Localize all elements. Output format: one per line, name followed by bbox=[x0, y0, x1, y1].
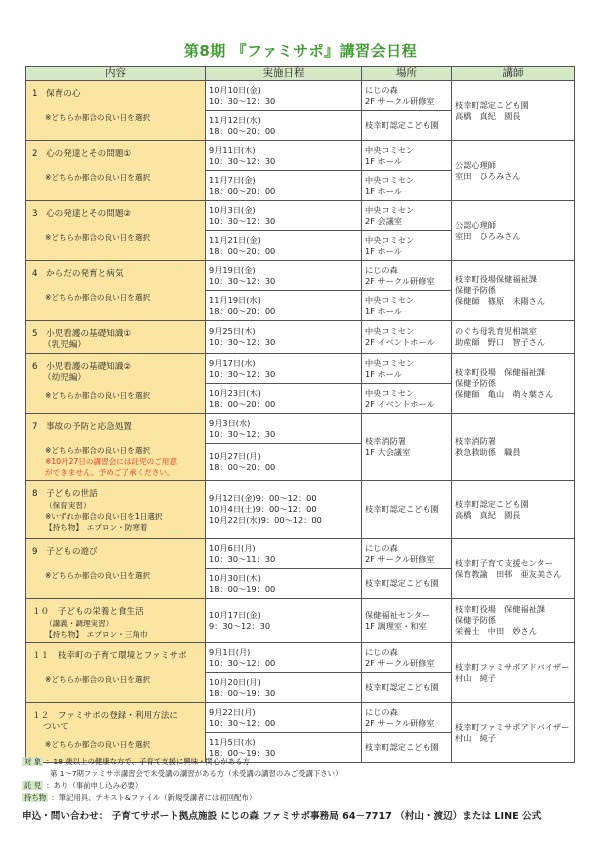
lecturer bbox=[452, 354, 575, 414]
lecturer-line: 枝幸町子育て支援センター bbox=[455, 557, 553, 568]
session-place bbox=[362, 384, 452, 414]
time: 18：00～20：00 bbox=[209, 305, 276, 316]
course-heading bbox=[32, 149, 201, 160]
course-sub: 【持ち物】 エプロン・防寒着 bbox=[45, 523, 148, 532]
course-title: 保育の心 bbox=[46, 89, 81, 99]
place-room: 1F ホール bbox=[365, 368, 402, 379]
table-row bbox=[26, 539, 575, 569]
session-place bbox=[362, 569, 452, 599]
place-room: 2F サークル研修室 bbox=[365, 275, 435, 286]
course-title: 小児看護の基礎知識① bbox=[46, 329, 132, 339]
lecturer-line: 保健予防係 bbox=[455, 615, 496, 625]
course-content bbox=[26, 414, 206, 481]
target-label: 対 象 bbox=[24, 757, 42, 766]
place: にじの森 bbox=[365, 706, 398, 717]
lecturer bbox=[452, 201, 575, 261]
session-date bbox=[206, 81, 362, 111]
course-sub: （講義・調理実習） bbox=[45, 619, 114, 628]
session-place bbox=[362, 673, 452, 703]
schedule-table bbox=[25, 66, 575, 763]
course-content bbox=[26, 141, 206, 201]
table-row bbox=[26, 481, 575, 539]
date: 11月5日(水) bbox=[209, 736, 256, 747]
course-heading bbox=[32, 607, 201, 618]
lecturer-line: 村山 純子 bbox=[455, 672, 496, 683]
session-date bbox=[206, 539, 362, 569]
table-row bbox=[26, 414, 575, 444]
place: 保健福祉センター bbox=[365, 609, 431, 620]
session-date bbox=[206, 643, 362, 673]
session-date bbox=[206, 569, 362, 599]
date: 11月7日(金) bbox=[209, 174, 256, 185]
date: 9月17日(水) bbox=[209, 357, 256, 368]
time: 18：00～20：00 bbox=[209, 185, 276, 196]
date: 9月19日(金) bbox=[209, 264, 256, 275]
select-note: ※どちらか都合の良い日を選択 bbox=[45, 391, 151, 400]
time: 10：30～12：30 bbox=[209, 155, 276, 166]
place-room: 2F サークル研修室 bbox=[365, 657, 435, 668]
place-room: 1F 調理室・和室 bbox=[365, 620, 427, 631]
date: 9月11日(木) bbox=[209, 144, 256, 155]
lecturer-line: 枝幸町認定こども園 bbox=[455, 99, 529, 110]
place-room: 1F ホール bbox=[365, 155, 402, 166]
lecturer bbox=[452, 414, 575, 481]
time: 10：30～12：30 bbox=[209, 275, 276, 286]
place: 枝幸町認定こども園 bbox=[365, 682, 439, 692]
date: 10月6日(月) bbox=[209, 542, 256, 553]
course-title: 事故の予防と応急処置 bbox=[46, 422, 133, 432]
session-date bbox=[206, 171, 362, 201]
session-date bbox=[206, 201, 362, 231]
date: 9月22日(月) bbox=[209, 706, 256, 717]
footer-target-2: 第 1～7期ファミサポ講習会で未受講の講習がある方（未受講の講習のみご受講下さい） bbox=[50, 769, 343, 778]
place: 中央コミセン bbox=[365, 357, 415, 368]
footer-childcare bbox=[22, 780, 142, 791]
time: 10：30～12：30 bbox=[209, 95, 276, 106]
session-date bbox=[206, 291, 362, 321]
date: 11月21日(金) bbox=[209, 234, 261, 245]
table-row bbox=[26, 321, 575, 354]
course-title: 心の発達とその問題① bbox=[46, 149, 132, 159]
session-place bbox=[362, 539, 452, 569]
place-room: 2F イベントホール bbox=[365, 398, 435, 409]
contact-info: 申込・問い合わせ： 子育てサポート拠点施設 にじの森 ファミサポ事務局 64－7717 （村山・渡辺）または LINE 公式 bbox=[22, 811, 542, 822]
place: 中央コミセン bbox=[365, 326, 415, 336]
column-header-schedule: 実施日程 bbox=[206, 67, 362, 81]
table-row bbox=[26, 643, 575, 673]
session-place bbox=[362, 414, 452, 481]
course-heading bbox=[32, 711, 201, 722]
place-room: 1F ホール bbox=[365, 185, 402, 196]
time: 18：00～20：00 bbox=[209, 398, 276, 409]
date: 9月3日(水) bbox=[209, 417, 251, 428]
session-place bbox=[362, 141, 452, 171]
session-date bbox=[206, 444, 362, 481]
time: 10：30～12：00 bbox=[209, 657, 276, 668]
course-title: 心の発達とその問題② bbox=[46, 209, 132, 219]
date: 10月17日(金) bbox=[209, 609, 261, 620]
place: 中央コミセン bbox=[365, 144, 415, 155]
lecturer bbox=[452, 261, 575, 321]
select-note: ※どちらか都合の良い日を選択 bbox=[45, 173, 151, 182]
place: にじの森 bbox=[365, 646, 398, 657]
session-place bbox=[362, 703, 452, 733]
place-room: 2F サークル研修室 bbox=[365, 553, 435, 564]
course-heading bbox=[32, 547, 201, 558]
table-row bbox=[26, 599, 575, 643]
date: 10月3日(金) bbox=[209, 204, 256, 215]
session-place bbox=[362, 261, 452, 291]
lecturer bbox=[452, 481, 575, 539]
course-number: １２ bbox=[32, 711, 50, 721]
course-number: 8 bbox=[32, 489, 38, 499]
lecturer-line: 保健師 篠原 未陽さん bbox=[455, 296, 546, 306]
place-room: 2F 会議室 bbox=[365, 215, 403, 226]
course-title: 枝幸町の子育て環境とファミサポ bbox=[57, 651, 187, 661]
date: 10月20日(月) bbox=[209, 676, 261, 687]
table-row bbox=[26, 354, 575, 384]
time: 10：30～12：30 bbox=[209, 215, 276, 226]
time: 10：30～12：00 bbox=[209, 717, 276, 728]
time: 18：00～20：00 bbox=[209, 462, 276, 473]
select-note: ※どちらか都合の良い日を選択 bbox=[45, 233, 151, 242]
session-date bbox=[206, 261, 362, 291]
date: 10月10日(金) bbox=[209, 84, 261, 95]
time: 10：30～12：30 bbox=[209, 428, 276, 439]
course-content bbox=[26, 703, 206, 763]
table-row bbox=[26, 81, 575, 111]
lecturer bbox=[452, 643, 575, 703]
time: 18：00～20：00 bbox=[209, 125, 276, 136]
lecturer-line: のぐち母乳育児相談室 bbox=[455, 326, 537, 336]
lecturer bbox=[452, 539, 575, 599]
lecturer-line: 公認心理師 bbox=[455, 159, 496, 170]
place-room: 2F サークル研修室 bbox=[365, 95, 435, 106]
time: 9：30～12：30 bbox=[209, 620, 271, 631]
lecturer-line: 保健予防係 bbox=[455, 285, 496, 295]
session-place bbox=[362, 643, 452, 673]
table-header-row bbox=[26, 67, 575, 81]
lecturer-line: 保健師 亀山 萌々葉さん bbox=[455, 389, 554, 399]
time: 18：00～19：00 bbox=[209, 583, 276, 594]
session-place bbox=[362, 354, 452, 384]
place: 枝幸町認定こども園 bbox=[365, 120, 439, 130]
date-time: 10月4日(土)9：00～12：00 bbox=[209, 504, 317, 514]
course-content bbox=[26, 354, 206, 414]
place: 枝幸町認定こども園 bbox=[365, 742, 439, 752]
session-date bbox=[206, 231, 362, 261]
place-room: 1F 大会議室 bbox=[365, 447, 411, 457]
course-sub: （保育実習） bbox=[45, 501, 91, 510]
session-date bbox=[206, 414, 362, 444]
course-number: 3 bbox=[32, 209, 38, 219]
lecturer-line: 保育教諭 田邨 亜友美さん bbox=[455, 568, 562, 579]
lecturer-line: 救急救助係 職員 bbox=[455, 447, 521, 457]
target-text: ：18 歳以上の健康な方で、子育て支援に興味・関心がある方 bbox=[46, 757, 250, 766]
date: 9月25日(木) bbox=[209, 326, 256, 336]
lecturer-line: 枝幸消防署 bbox=[455, 436, 496, 446]
lecturer-line: 枝幸町ファミサポアドバイザー bbox=[455, 721, 570, 732]
course-title-cont: （乳児編） bbox=[43, 340, 86, 350]
course-content bbox=[26, 261, 206, 321]
lecturer-line: 枝幸町役場 保健福祉課 bbox=[455, 367, 546, 377]
course-number: 2 bbox=[32, 149, 38, 159]
course-sub: ※いずれか都合の良い日を1日選択 bbox=[45, 512, 163, 521]
date-time: 9月12日(金)9：00～12：00 bbox=[209, 493, 317, 503]
course-title: 小児看護の基礎知識② bbox=[46, 362, 132, 372]
course-heading bbox=[32, 362, 201, 373]
table-row bbox=[26, 261, 575, 291]
session-date bbox=[206, 599, 362, 643]
course-number: 1 bbox=[32, 89, 38, 99]
session-date bbox=[206, 141, 362, 171]
lecturer-line: 高橋 真紀 園長 bbox=[455, 509, 521, 520]
course-title: 子どもの世話 bbox=[46, 489, 98, 499]
course-number: 7 bbox=[32, 422, 38, 432]
place: 中央コミセン bbox=[365, 234, 415, 245]
session-place bbox=[362, 231, 452, 261]
place: 中央コミセン bbox=[365, 204, 415, 215]
course-heading bbox=[32, 209, 201, 220]
course-number: 6 bbox=[32, 362, 38, 372]
childcare-label: 託 児 bbox=[24, 781, 42, 790]
column-header-place: 場所 bbox=[362, 67, 452, 81]
place: 枝幸町認定こども園 bbox=[365, 504, 439, 514]
date: 10月27日(月) bbox=[209, 451, 261, 462]
time: 18：00～19：30 bbox=[209, 687, 276, 698]
lecturer-line: 枝幸町認定こども園 bbox=[455, 498, 529, 509]
place-room: 1F ホール bbox=[365, 245, 402, 256]
column-header-lecturer: 講師 bbox=[452, 67, 575, 81]
place-room: 2F イベントホール bbox=[365, 337, 435, 347]
session-place bbox=[362, 111, 452, 141]
session-date bbox=[206, 703, 362, 733]
course-number: １１ bbox=[32, 651, 50, 661]
date: 10月23日(木) bbox=[209, 387, 261, 398]
date: 11月12日(水) bbox=[209, 114, 261, 125]
course-sub: 【持ち物】 エプロン・三角巾 bbox=[45, 630, 148, 639]
lecturer-line: 室田 ひろみさん bbox=[455, 170, 521, 181]
course-content bbox=[26, 321, 206, 354]
lecturer-line: 枝幸町役場保健福祉課 bbox=[455, 274, 537, 284]
session-date bbox=[206, 384, 362, 414]
session-place bbox=[362, 81, 452, 111]
lecturer-line: 枝幸町役場 保健福祉課 bbox=[455, 604, 546, 614]
time: 18：00～19：30 bbox=[209, 747, 276, 758]
footer-target bbox=[22, 756, 250, 767]
place-room: 2F サークル研修室 bbox=[365, 717, 435, 728]
session-date bbox=[206, 673, 362, 703]
time: 10：30～12：30 bbox=[209, 337, 276, 347]
course-number: 9 bbox=[32, 547, 38, 557]
session-place bbox=[362, 599, 452, 643]
course-title: 子どもの栄養と食生活 bbox=[57, 607, 144, 617]
column-header-content: 内容 bbox=[26, 67, 206, 81]
course-title-cont: （幼児編） bbox=[43, 373, 86, 383]
course-title: 子どもの遊び bbox=[46, 547, 98, 557]
table-row bbox=[26, 201, 575, 231]
select-note: ※どちらか都合の良い日を選択 bbox=[45, 113, 151, 122]
course-title: ファミサポの登録・利用方法に bbox=[57, 711, 178, 721]
lecturer-line: 高橋 真紀 園長 bbox=[455, 110, 521, 121]
select-note: ※どちらか都合の良い日を選択 bbox=[45, 740, 151, 749]
place: 枝幸消防署 bbox=[365, 436, 406, 446]
place-room: 1F ホール bbox=[365, 305, 402, 316]
session-dates bbox=[206, 481, 362, 539]
course-title: からだの発育と病気 bbox=[46, 269, 124, 279]
course-number: 5 bbox=[32, 329, 38, 339]
lecturer-line: 保健予防係 bbox=[455, 378, 496, 388]
session-place bbox=[362, 321, 452, 354]
lecturer-line: 栄養士 中田 妙さん bbox=[455, 626, 537, 636]
footer-items bbox=[22, 792, 256, 803]
course-content bbox=[26, 539, 206, 599]
lecturer bbox=[452, 599, 575, 643]
lecturer bbox=[452, 141, 575, 201]
course-content bbox=[26, 643, 206, 703]
course-number: 4 bbox=[32, 269, 38, 279]
lecturer-line: 村山 純子 bbox=[455, 732, 496, 743]
date-time: 10月22日(水)9：00～12：00 bbox=[209, 515, 322, 525]
course-heading bbox=[32, 651, 201, 662]
course-heading bbox=[32, 489, 201, 500]
session-place bbox=[362, 171, 452, 201]
session-date bbox=[206, 111, 362, 141]
select-note: ※どちらか都合の良い日を選択 bbox=[45, 446, 151, 455]
course-content bbox=[26, 481, 206, 539]
place: 枝幸町認定こども園 bbox=[365, 578, 439, 588]
table-row bbox=[26, 703, 575, 733]
session-date bbox=[206, 354, 362, 384]
select-note: ※どちらか都合の良い日を選択 bbox=[45, 571, 151, 580]
lecturer-line: 室田 ひろみさん bbox=[455, 230, 521, 241]
place: にじの森 bbox=[365, 264, 398, 275]
childcare-warning: ※10月27日の講習会には託児のご用意 bbox=[45, 457, 177, 466]
time: 10：30～11：30 bbox=[209, 553, 276, 564]
course-content bbox=[26, 81, 206, 141]
place: にじの森 bbox=[365, 84, 398, 95]
course-heading bbox=[32, 422, 201, 433]
page-title: 第8期 『ファミサポ』講習会日程 bbox=[183, 42, 418, 60]
select-note: ※どちらか都合の良い日を選択 bbox=[45, 293, 151, 302]
session-place bbox=[362, 481, 452, 539]
place: 中央コミセン bbox=[365, 294, 415, 305]
lecturer bbox=[452, 703, 575, 763]
date: 9月1日(月) bbox=[209, 646, 251, 657]
session-place bbox=[362, 291, 452, 321]
session-place bbox=[362, 733, 452, 763]
items-text: ：筆記用具、テキスト&ファイル（新規受講者には初回配布） bbox=[51, 793, 257, 802]
session-place bbox=[362, 201, 452, 231]
items-label: 持ち物 bbox=[24, 793, 47, 802]
course-heading bbox=[32, 329, 201, 340]
childcare-warning: ができません。予めご了承ください。 bbox=[45, 468, 175, 477]
course-heading bbox=[32, 89, 201, 100]
lecturer-line: 公認心理師 bbox=[455, 219, 496, 230]
time: 18：00～20：00 bbox=[209, 245, 276, 256]
course-number: １０ bbox=[32, 607, 50, 617]
place: 中央コミセン bbox=[365, 174, 415, 185]
time: 10：30～12：30 bbox=[209, 368, 276, 379]
lecturer bbox=[452, 81, 575, 141]
lecturer-line: 枝幸町ファミサポアドバイザー bbox=[455, 661, 570, 672]
session-date bbox=[206, 321, 362, 354]
place: にじの森 bbox=[365, 542, 398, 553]
lecturer-line: 助産師 野口 智子さん bbox=[455, 337, 546, 347]
place: 中央コミセン bbox=[365, 387, 415, 398]
course-heading bbox=[32, 269, 201, 280]
childcare-text: ：あり（事前申し込み必要） bbox=[46, 781, 143, 790]
date: 10月30日(木) bbox=[209, 572, 261, 583]
table-row bbox=[26, 141, 575, 171]
course-title-cont: ついて bbox=[43, 722, 69, 732]
date: 11月19日(水) bbox=[209, 294, 261, 305]
lecturer bbox=[452, 321, 575, 354]
select-note: ※どちらか都合の良い日を選択 bbox=[45, 675, 151, 684]
course-content bbox=[26, 599, 206, 643]
course-content bbox=[26, 201, 206, 261]
